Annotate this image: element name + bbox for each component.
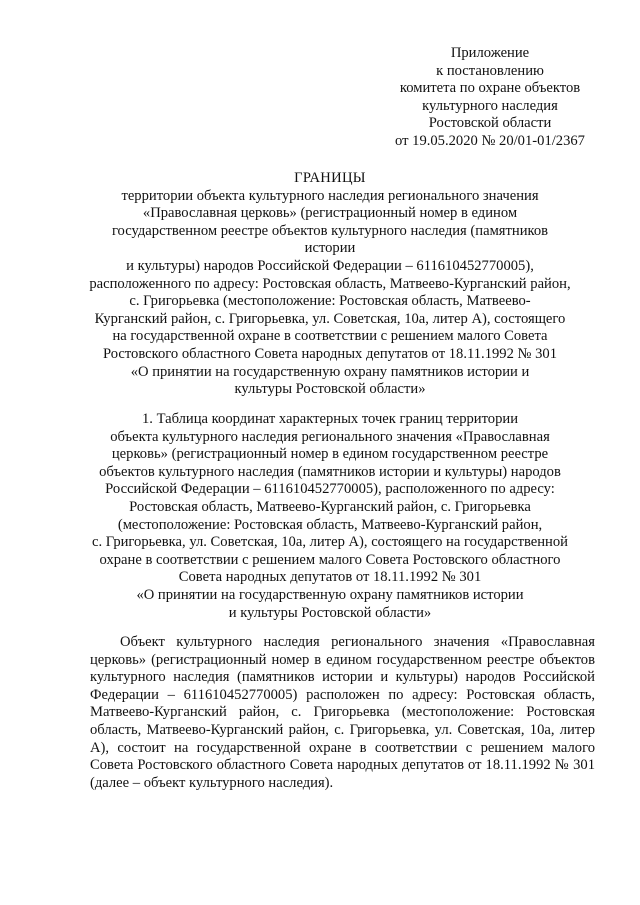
document-heading: ГРАНИЦЫ (294, 170, 366, 186)
title-line: Курганский район, с. Григорьевка, ул. Советская, 10а, литер А), состоящего (94, 310, 566, 327)
title-line: «Православная церковь» (регистрационный номер в едином (142, 205, 518, 222)
body-text (90, 634, 595, 792)
title-line: расположенного по адресу: Ростовская область, Матвеево-Курганский район, (89, 275, 571, 292)
coordinates-table-caption (60, 411, 600, 622)
body-paragraph: Объект культурного наследия регионального значения «Православная церковь» (регистрационный номер в едином государственном реестре объектов культурного наследия (памятников истории и культуры) народов Российской Федерации – 611610452770005) расположен по адресу: Ростовская область, Матвеево-Курганский район, с. Григорьевка (местоположение: Ростовская область, Матвеево-Курганский район, с. Григорьевка, ул. Советская, 10а, литер А), состоит на государственной охране в соответствии с решением малого Совета Ростовского областного Совета народных депутатов от 18.11.1992 № 301 (далее – объект культурного наследия). (90, 634, 595, 791)
section-line: (местоположение: Ростовская область, Матвеево-Курганский район, (117, 516, 543, 533)
appendix-line: культурного наследия (422, 97, 558, 114)
appendix-line: к постановлению (436, 62, 544, 79)
appendix-line: Ростовской области (428, 115, 552, 132)
section-line: «О принятии на государственную охрану памятников истории (136, 586, 524, 603)
section-line: охране в соответствии с решением малого Совета Ростовского областного (99, 551, 561, 568)
appendix-block (380, 45, 600, 151)
title-line: Ростовского областного Совета народных депутатов от 18.11.1992 № 301 (102, 345, 557, 362)
title-line: «О принятии на государственную охрану памятников истории и (130, 363, 530, 380)
title-line: с. Григорьевка (местоположение: Ростовская область, Матвеево- (129, 293, 531, 310)
title-line: на государственной охране в соответствии с решением малого Совета (112, 328, 548, 345)
title-line: государственном реестре объектов культурного наследия (памятников (111, 222, 549, 239)
title-line: культуры Ростовской области» (234, 381, 426, 398)
title-line: территории объекта культурного наследия регионального значения (121, 187, 539, 204)
section-line: 1. Таблица координат характерных точек границ территории (141, 411, 519, 427)
title-line: истории (304, 240, 356, 257)
section-line: объекта культурного наследия регионального значения «Православная (110, 428, 550, 445)
appendix-line: комитета по охране объектов (399, 80, 581, 97)
title-block (60, 170, 600, 399)
section-line: Совета народных депутатов от 18.11.1992 № 301 (178, 569, 482, 586)
section-line: объектов культурного наследия (памятников истории и культуры) народов (99, 463, 561, 480)
appendix-line: Приложение (450, 45, 530, 61)
section-line: Российской Федерации – 611610452770005), расположенного по адресу: (105, 481, 555, 498)
section-line: и культуры Ростовской области» (228, 604, 432, 621)
section-line: церковь» (регистрационный номер в едином государственном реестре (111, 446, 549, 463)
title-line: и культуры) народов Российской Федерации – 611610452770005), (126, 257, 534, 274)
section-line: с. Григорьевка, ул. Советская, 10а, литер А), состоящего на государственной (92, 534, 568, 551)
section-line: Ростовская область, Матвеево-Курганский район, с. Григорьевка (129, 498, 531, 515)
appendix-date-line: от 19.05.2020 № 20/01-01/2367 (395, 132, 585, 149)
